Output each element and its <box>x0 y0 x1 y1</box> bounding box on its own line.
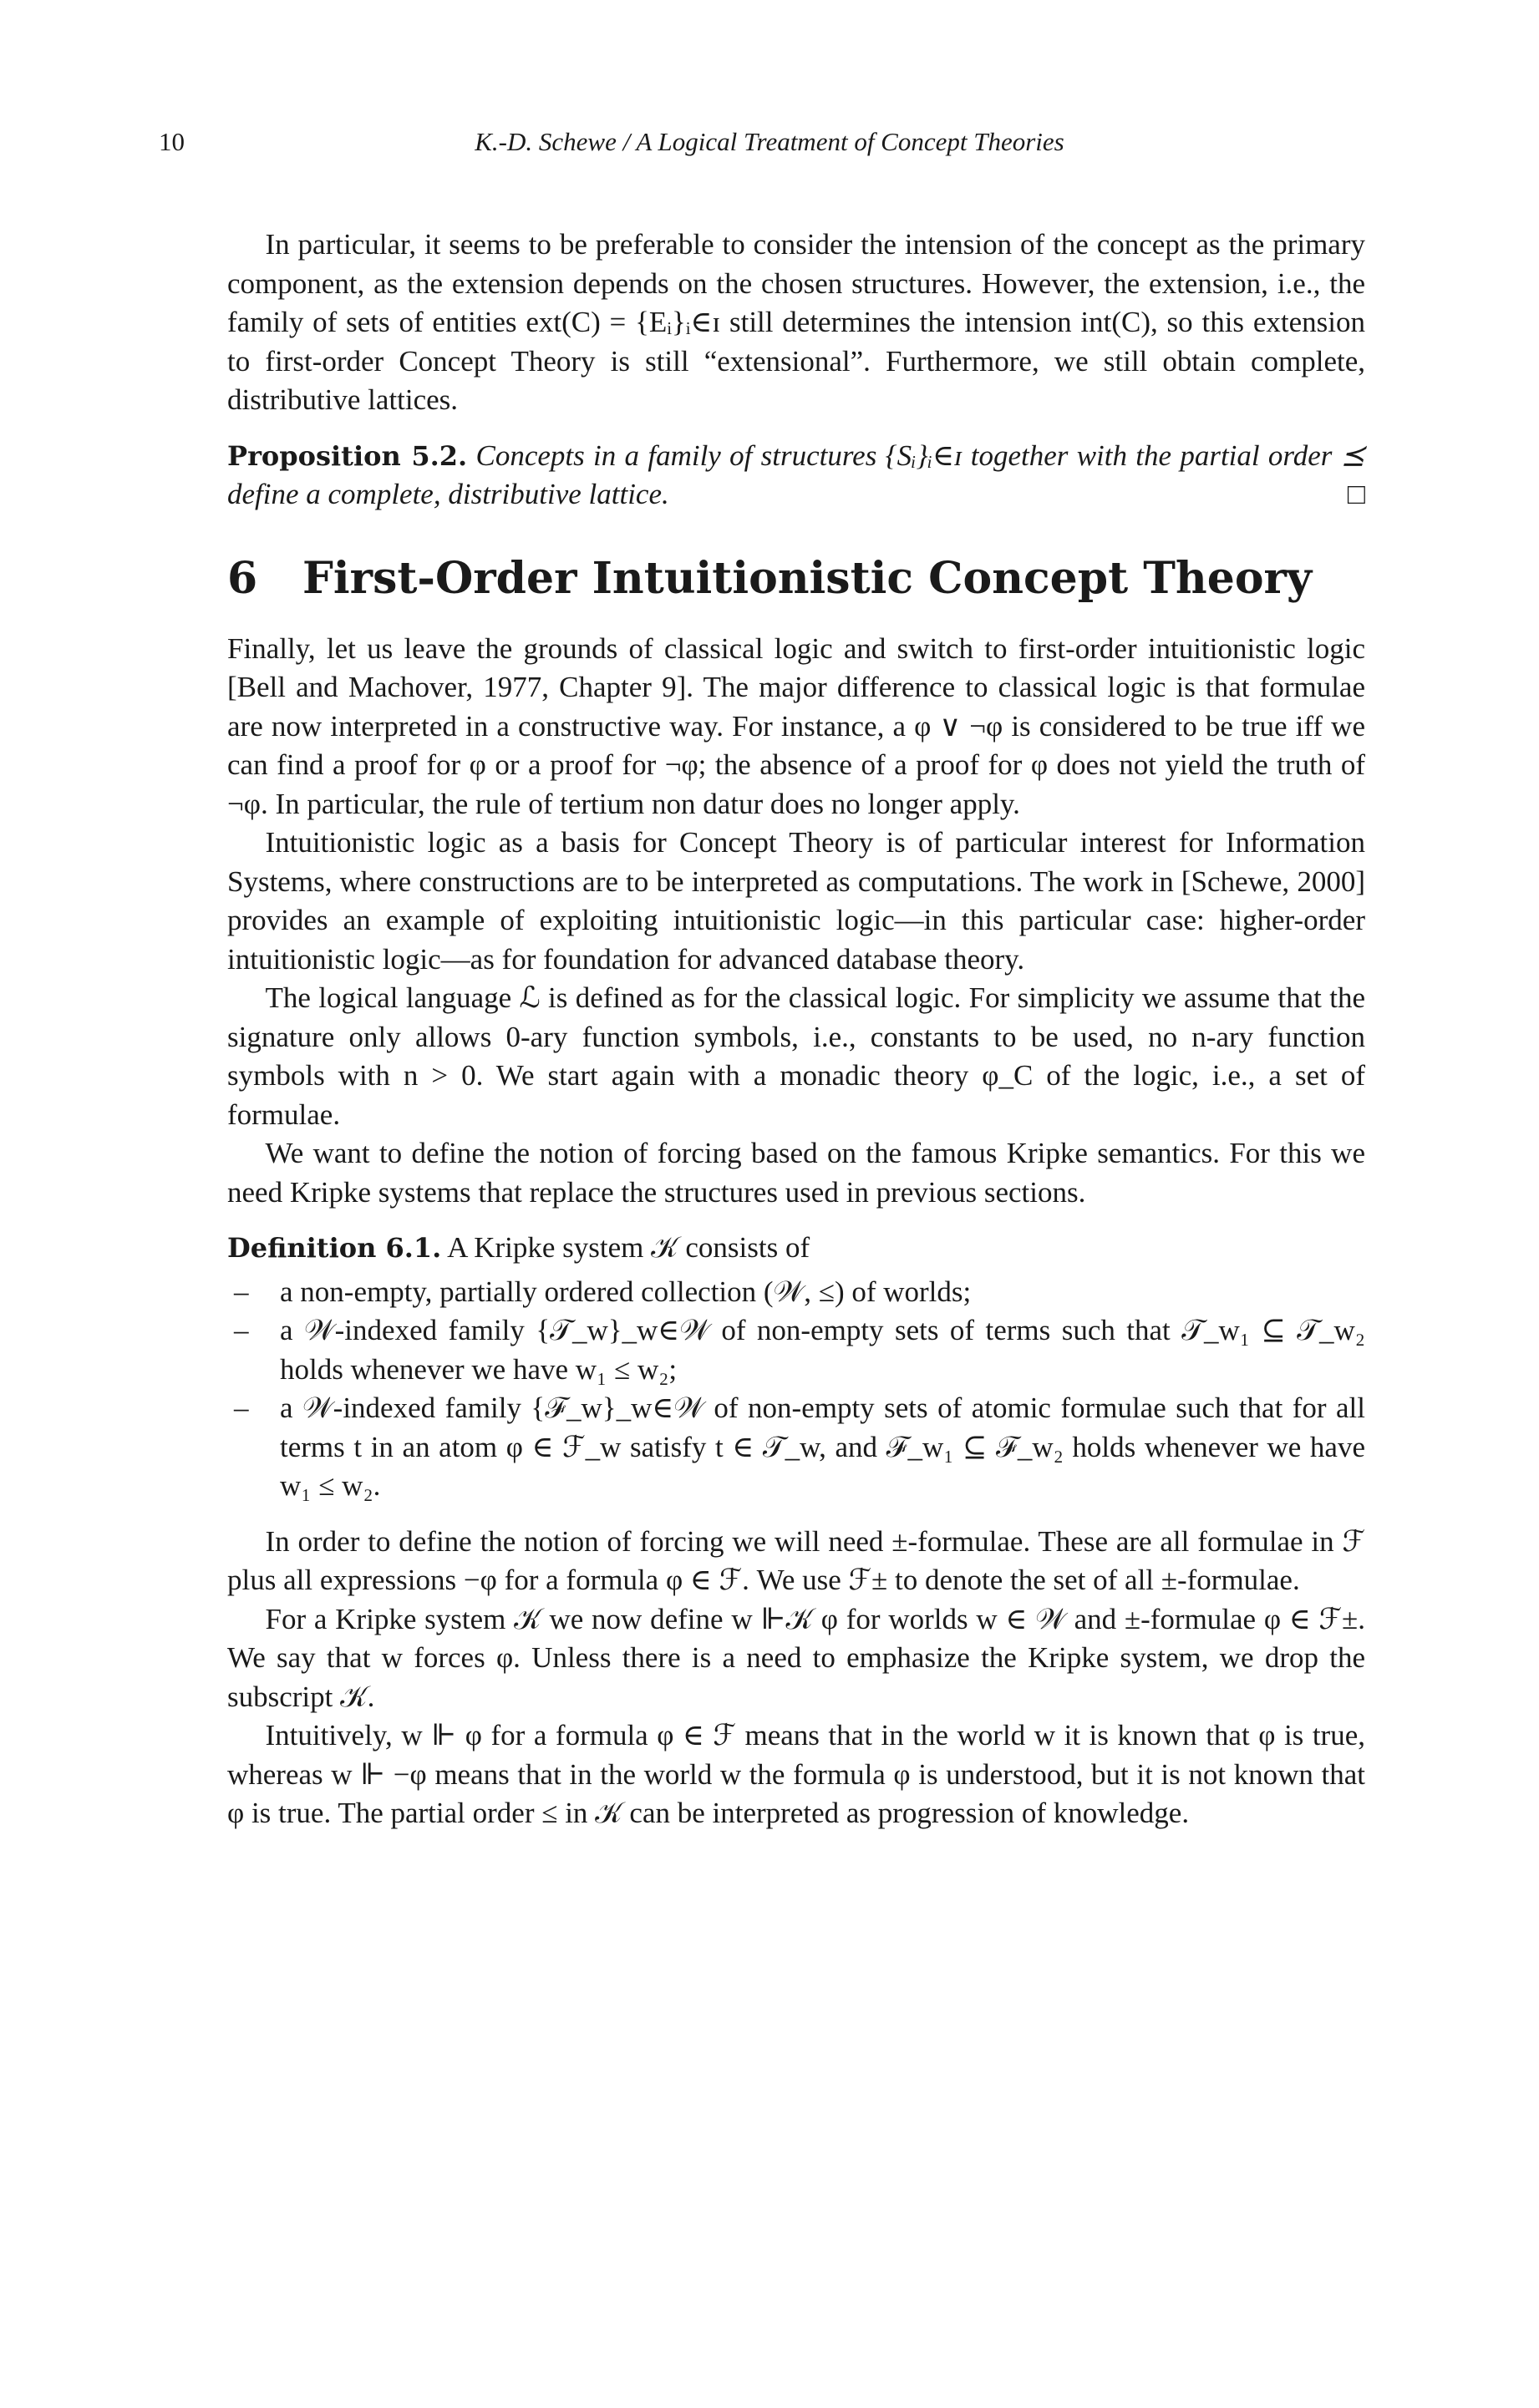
section-number: 6 <box>227 552 258 604</box>
list-dash: – <box>234 1275 249 1308</box>
list-dash: – <box>234 1392 249 1424</box>
list-item <box>227 1311 1365 1389</box>
list-dash: – <box>234 1314 249 1346</box>
paragraph: Intuitionistic logic as a basis for Concept Theory is of particular interest for Information Systems, where constructions are to be interpreted as computations. The work in [Schewe, 2000] provides an example of exploiting intuitionistic logic—in this particular case: higher-order intuitionistic logic—as for foundation for advanced database theory. <box>227 826 1365 976</box>
definition-list <box>227 1273 1365 1506</box>
list-item <box>227 1273 1365 1312</box>
paragraph: For a Kripke system 𝒦 we now define w ⊩𝒦 φ for worlds w ∈ 𝒲 and ±-formulae φ ∈ ℱ±. We say that w forces φ. Unless there is a need to emphasize the Kripke system, we drop the subscript 𝒦. <box>227 1602 1365 1713</box>
paragraph: Intuitively, w ⊩ φ for a formula φ ∈ ℱ means that in the world w it is known that φ is true, whereas w ⊩ −φ means that in the world w the formula φ is understood, but it is not known that φ is true. The partial order ≤ in 𝒦 can be interpreted as progression of knowledge. <box>227 1719 1365 1829</box>
qed-symbol: □ <box>1347 478 1365 510</box>
list-item-text: a non-empty, partially ordered collection (𝒲, ≤) of worlds; <box>280 1275 972 1308</box>
proposition <box>227 437 1365 515</box>
paragraph: We want to define the notion of forcing based on the famous Kripke semantics. For this we need Kripke systems that replace the structures used in previous sections. <box>227 1137 1365 1209</box>
list-item-text: a 𝒲-indexed family {𝒯_w}_w∈𝒲 of non-empty sets of terms such that 𝒯_w₁ ⊆ 𝒯_w₂ holds whenever we have w₁ ≤ w₂; <box>280 1314 1365 1386</box>
list-item-text: a 𝒲-indexed family {ℱ_w}_w∈𝒲 of non-empty sets of atomic formulae such that for all terms t in an atom φ ∈ ℱ_w satisfy t ∈ 𝒯_w, and ℱ_w₁ ⊆ ℱ_w₂ holds whenever we have w₁ ≤ w₂. <box>280 1392 1365 1502</box>
proposition-statement: Concepts in a family of structures {Sᵢ}ᵢ∈ɪ together with the partial order ⪯ define a complete, distributive lattice. <box>227 439 1366 510</box>
definition-intro: A Kripke system 𝒦 consists of <box>447 1231 810 1264</box>
paragraph: Finally, let us leave the grounds of classical logic and switch to first-order intuitionistic logic [Bell and Machover, 1977, Chapter 9]. The major difference to classical logic is that formulae are now interpreted in a constructive way. For instance, a φ ∨ ¬φ is considered to be true iff we can find a proof for φ or a proof for ¬φ; the absence of a proof for φ does not yield the truth of ¬φ. In particular, the rule of tertium non datur does no longer apply. <box>227 631 1365 820</box>
section-title: First-Order Intuitionistic Concept Theory <box>302 552 1313 604</box>
running-title: K.-D. Schewe / A Logical Treatment of Concept Theories <box>475 127 1064 156</box>
list-item <box>227 1389 1365 1506</box>
proposition-label: Proposition 5.2. <box>227 439 468 472</box>
page-number: 10 <box>159 127 185 156</box>
body-text <box>227 226 1365 1833</box>
definition-label: Definition 6.1. <box>227 1232 442 1264</box>
paragraph: In order to define the notion of forcing we will need ±-formulae. These are all formulae in ℱ plus all expressions −φ for a formula φ ∈ ℱ. We use ℱ± to denote the set of all ±-formulae. <box>227 1524 1365 1596</box>
running-head <box>159 127 1380 169</box>
section-heading <box>227 550 1365 608</box>
paragraph: In particular, it seems to be preferable to consider the intension of the concept as the primary component, as the extension depends on the chosen structures. However, the extension, i.e., the family of sets of entities ext(C) = {Eᵢ}ᵢ∈ɪ still determines the intension int(C), so this extension to first-order Concept Theory is still “extensional”. Furthermore, we still obtain complete, distributive lattices. <box>227 228 1365 416</box>
definition <box>227 1229 1365 1268</box>
paragraph: The logical language ℒ is defined as for the classical logic. For simplicity we assume that the signature only allows 0-ary function symbols, i.e., constants to be used, no n-ary function symbols with n > 0. We start again with a monadic theory φ_C of the logic, i.e., a set of formulae. <box>227 981 1365 1131</box>
